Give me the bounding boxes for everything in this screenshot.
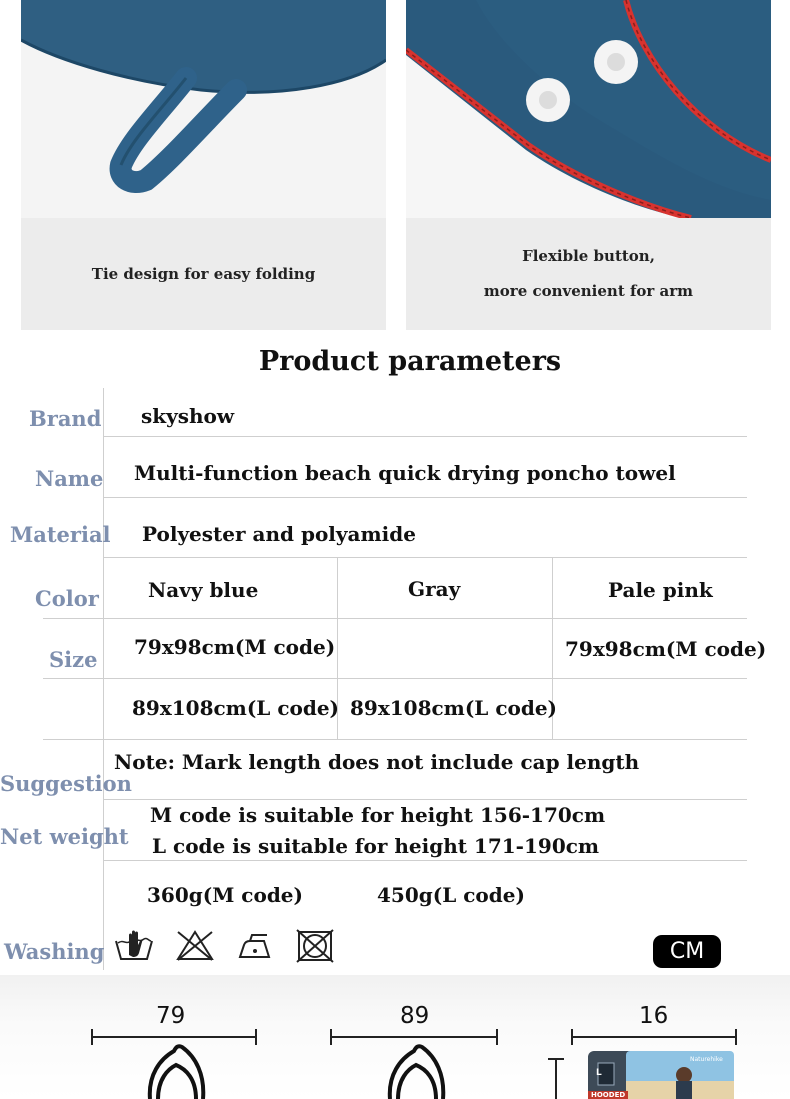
dimension-value: 79 <box>156 1003 186 1029</box>
table-divider <box>104 557 747 558</box>
material-value: Polyester and polyamide <box>142 522 416 546</box>
brand-value: skyshow <box>141 404 235 428</box>
label-washing: Washing <box>4 939 105 964</box>
table-divider <box>104 799 747 800</box>
label-name: Name <box>35 466 104 491</box>
no-bleach-icon <box>175 929 215 963</box>
table-divider <box>43 618 747 619</box>
dimension-value: 16 <box>639 1003 669 1029</box>
color-gray: Gray <box>408 577 461 601</box>
package-brand: Naturehike <box>690 1056 723 1063</box>
hand-wash-icon <box>114 929 154 963</box>
color-pale-pink: Pale pink <box>608 578 713 602</box>
size-note: Note: Mark length does not include cap length <box>114 750 640 774</box>
size-cell: 79x98cm(M code) <box>565 637 767 661</box>
no-tumble-dry-icon <box>295 929 335 963</box>
label-net-weight: Net weight <box>0 824 129 849</box>
color-navy: Navy blue <box>148 578 259 602</box>
feature-caption <box>21 218 386 330</box>
package-size: L <box>596 1068 602 1078</box>
suggestion-line: L code is suitable for height 171-190cm <box>152 834 600 858</box>
caption-line: Tie design for easy folding <box>91 264 316 283</box>
unit-badge: CM <box>653 935 721 968</box>
caption-line: more convenient for arm <box>483 282 694 300</box>
size-cell: 89x108cm(L code) <box>132 696 340 720</box>
suggestion-line: M code is suitable for height 156-170cm <box>150 803 606 827</box>
label-brand: Brand <box>29 406 102 431</box>
tie-loop-photo <box>21 0 386 218</box>
table-divider <box>104 497 747 498</box>
label-color: Color <box>35 586 99 611</box>
feature-caption <box>406 218 771 330</box>
package-label: HOODED <box>591 1091 626 1099</box>
weight-l: 450g(L code) <box>377 883 525 907</box>
snap-button-photo <box>406 0 771 218</box>
label-material: Material <box>10 522 111 547</box>
weight-m: 360g(M code) <box>147 883 303 907</box>
table-divider <box>104 436 747 437</box>
table-divider <box>43 739 747 740</box>
label-size: Size <box>49 647 98 672</box>
section-title: Product parameters <box>258 346 562 377</box>
table-divider <box>43 678 747 679</box>
table-divider <box>104 860 747 861</box>
feature-button <box>406 0 771 330</box>
iron-low-icon <box>236 929 276 963</box>
size-cell: 89x108cm(L code) <box>350 696 558 720</box>
dimension-value: 89 <box>400 1003 430 1029</box>
name-value: Multi-function beach quick drying poncho towel <box>134 461 676 485</box>
feature-tie-design <box>21 0 386 330</box>
caption-line: Flexible button, <box>522 247 655 265</box>
label-suggestion: Suggestion <box>0 771 132 796</box>
size-cell: 79x98cm(M code) <box>134 635 336 659</box>
